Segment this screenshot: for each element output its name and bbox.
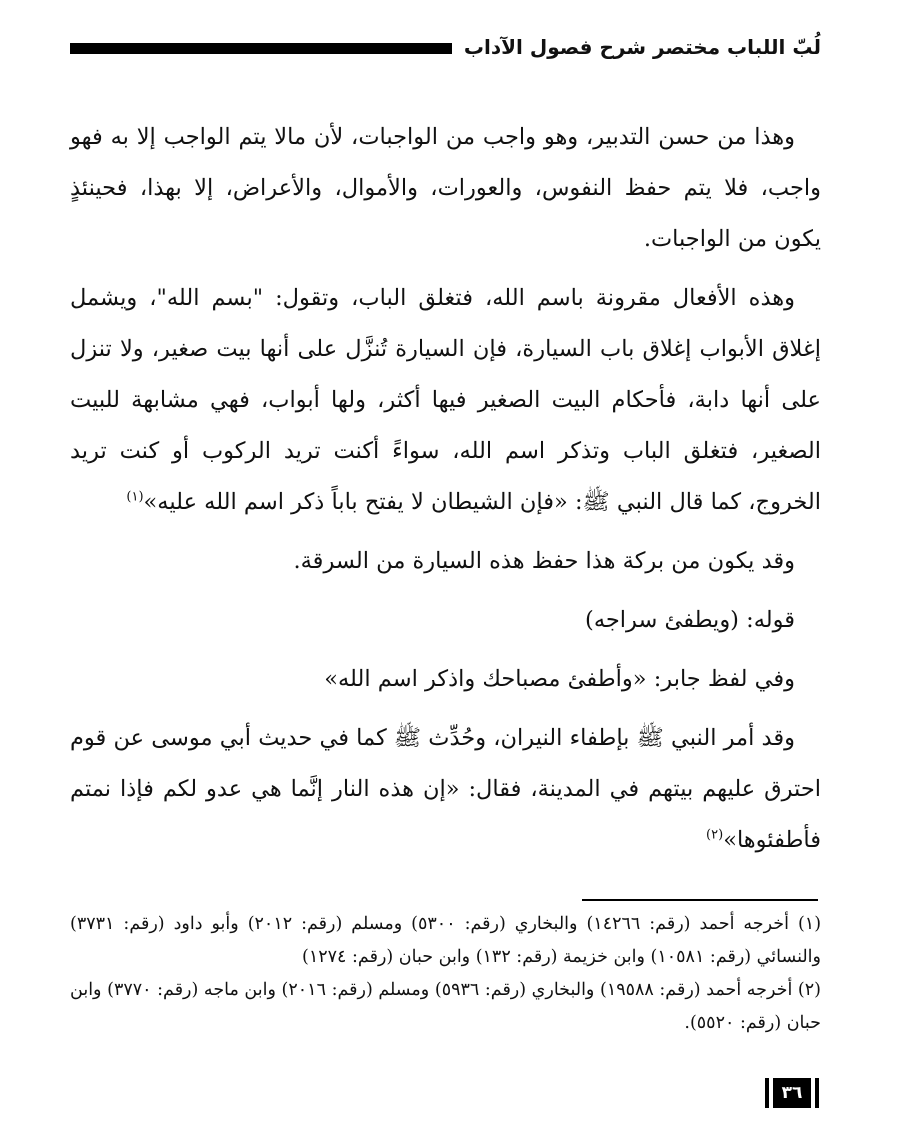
paragraph-text: وقد يكون من بركة هذا حفظ هذه السيارة من السرقة. <box>293 548 795 574</box>
footnote: (١) أخرجه أحمد (رقم: ١٤٢٦٦) والبخاري (رقم: ٥٣٠٠) ومسلم (رقم: ٢٠١٢) وأبو داود (رقم: ٣٧٣١) والنسائي (رقم: ١٠٥٨١) وابن خزيمة (رقم: ١٣٢) وابن حبان (رقم: ١٢٧٤) <box>70 914 822 967</box>
book-title: لُبّ اللباب مختصر شرح فصول الآداب <box>463 35 821 59</box>
footnote: (٢) أخرجه أحمد (رقم: ١٩٥٨٨) والبخاري (رقم: ٥٩٣٦) ومسلم (رقم: ٢٠١٦) وابن ماجه (رقم: ٣٧٧٠) وابن حبان (رقم: ٥٥٢٠). <box>70 980 821 1033</box>
page-number-label: ٣٦ <box>773 1078 811 1108</box>
footnotes <box>70 908 821 1040</box>
running-header <box>70 34 821 60</box>
page-number <box>763 1078 821 1108</box>
paragraph <box>70 536 821 587</box>
page-number-bar <box>765 1078 769 1108</box>
paragraph-text: وهذه الأفعال مقرونة باسم الله، فتغلق الباب، وتقول: "بسم الله"، ويشمل إغلاق الأبواب إغلاق باب السيارة، فإن السيارة تُنزَّل على أنها بيت صغير، ولا تنزل على أنها دابة، فأحكام البيت الصغير فيها أكثر، ولها أبواب، فهي مشابهة للبيت الصغير، فتغلق الباب وتذكر اسم الله، سواءً أكنت تريد الركوب أو كنت تريد الخروج، كما قال النبي ﷺ: «فإن الشيطان لا يفتح باباً ذكر اسم الله عليه» <box>70 285 821 515</box>
main-text <box>70 112 821 874</box>
paragraph-text: وهذا من حسن التدبير، وهو واجب من الواجبات، لأن مالا يتم الواجب إلا به فهو واجب، فلا يتم حفظ النفوس، والعورات، والأموال، والأعراض، إلا بهذا، فحينئذٍ يكون من الواجبات. <box>70 124 821 252</box>
paragraph-text: وقد أمر النبي ﷺ بإطفاء النيران، وحُدِّث ﷺ كما في حديث أبي موسى عن قوم احترق عليهم بيتهم في المدينة، فقال: «إن هذه النار إنَّما هي عدو لكم فإذا نمتم فأطفئوها» <box>70 725 821 853</box>
paragraph-text: وفي لفظ جابر: «وأطفئ مصباحك واذكر اسم الله» <box>324 666 795 692</box>
paragraph <box>70 713 821 866</box>
page-number-bar <box>815 1078 819 1108</box>
paragraph <box>70 654 821 705</box>
paragraph <box>70 595 821 646</box>
paragraph <box>70 273 821 528</box>
footnote-separator <box>582 899 818 901</box>
footnote-ref[interactable]: (٢) <box>706 827 724 843</box>
paragraph-text: قوله: (ويطفئ سراجه) <box>585 607 795 633</box>
header-rule <box>70 43 452 54</box>
paragraph <box>70 112 821 265</box>
footnote-ref[interactable]: (١) <box>126 489 144 505</box>
